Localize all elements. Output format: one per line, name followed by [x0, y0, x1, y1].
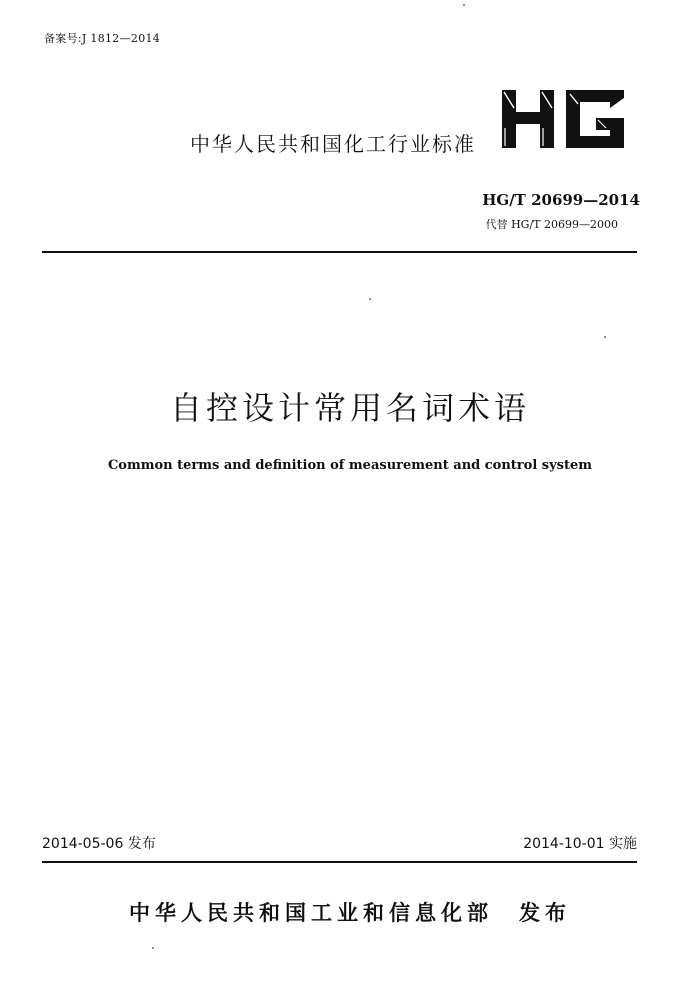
logo-letter-g — [566, 90, 624, 148]
scan-speck — [604, 336, 606, 338]
bottom-divider — [42, 861, 637, 863]
logo-letter-h — [502, 90, 554, 148]
scan-speck — [369, 298, 371, 300]
standard-number: HG/T 20699—2014 — [482, 191, 640, 209]
publish-date: 2014-05-06 发布 — [42, 836, 156, 852]
scan-speck — [463, 4, 465, 6]
document-title-cn: 自控设计常用名词术语 — [169, 389, 530, 427]
scan-speck — [152, 947, 154, 949]
top-divider — [42, 251, 637, 253]
document-title-en: Common terms and definition of measurement and control system — [107, 458, 593, 473]
standard-category: 中华人民共和国化工行业标准 — [190, 132, 476, 156]
replaces-standard: 代替 HG/T 20699—2000 — [485, 218, 618, 231]
hg-logo — [500, 88, 628, 150]
publisher: 中华人民共和国工业和信息化部 发布 — [129, 901, 571, 925]
implementation-date: 2014-10-01 实施 — [523, 836, 637, 852]
record-number: 备案号:J 1812—2014 — [44, 32, 161, 45]
